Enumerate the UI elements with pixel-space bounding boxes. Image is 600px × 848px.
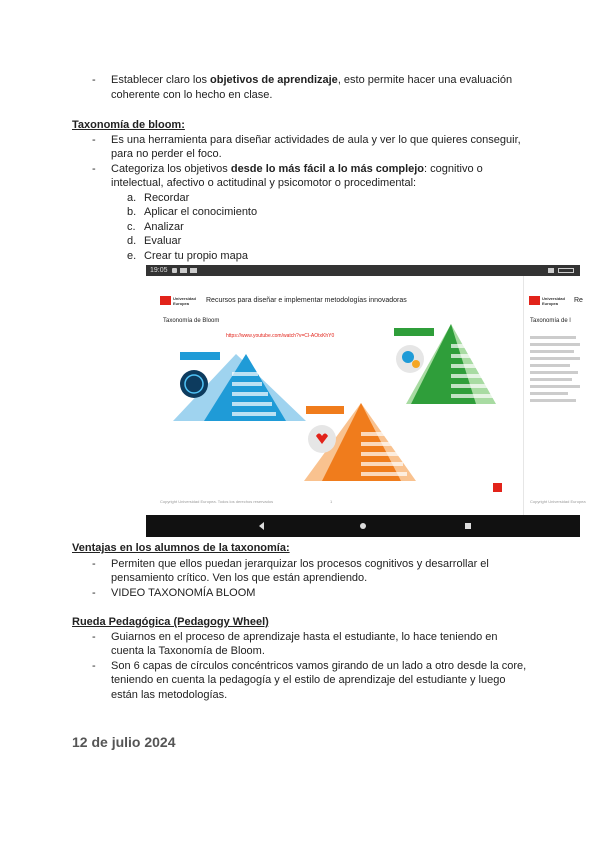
advantages-heading: Ventajas en los alumnos de la taxonomía:: [72, 542, 290, 554]
slide-footer: Copyright Universidad Europea. Todos los derechos reservados: [160, 499, 274, 504]
taxonomy-bullet2-l1: Categoriza los objetivos desde lo más fácil a lo más complejo: cognitivo o: [111, 163, 483, 175]
slide-title: Recursos para diseñar e implementar metodologías innovadoras: [206, 297, 407, 304]
wifi-icon: [548, 268, 554, 273]
status-bar: [146, 265, 580, 276]
advantages-bullet2: VIDEO TAXONOMÍA BLOOM: [111, 587, 256, 599]
slide-page-number: 1: [330, 499, 333, 504]
status-time: 19:05: [150, 267, 168, 274]
back-icon: [259, 522, 264, 530]
wheel-bullet2-l3: están las metodologías.: [111, 689, 228, 701]
bullet-dash: -: [92, 163, 96, 175]
intro-line-2: coherente con lo hecho en clase.: [111, 89, 273, 101]
notification-icon: [180, 268, 187, 273]
list-item: Aplicar el conocimiento: [144, 206, 258, 218]
taxonomy-bullet1-l2: para no perder el foco.: [111, 148, 222, 160]
wheel-bullet1-l1: Guiarnos en el proceso de aprendizaje hasta el estudiante, lo hace teniendo en: [111, 631, 498, 643]
recents-icon: [465, 523, 471, 529]
list-item: Analizar: [144, 221, 184, 233]
list-marker: b.: [127, 206, 137, 218]
wheel-bullet2-l1: Son 6 capas de círculos concéntricos vamos girando de un lado a otro desde la core,: [111, 660, 527, 672]
bullet-dash: -: [92, 134, 96, 146]
battery-icon: [558, 268, 574, 273]
list-marker: e.: [127, 250, 137, 262]
pyramid-green-label: [394, 328, 434, 336]
advantages-bullet1-l2: pensamiento crítico. Ven los que están aprendiendo.: [111, 572, 368, 584]
university-logo: [529, 296, 540, 305]
slide-next-body: [530, 336, 580, 406]
red-marker: [493, 483, 502, 492]
wheel-bullet1-l2: cuenta la Taxonomía de Bloom.: [111, 645, 265, 657]
bullet-dash: -: [92, 631, 96, 643]
wheel-heading: Rueda Pedagógica (Pedagogy Wheel): [72, 616, 269, 628]
date-heading: 12 de julio 2024: [72, 734, 176, 750]
home-icon: [360, 523, 366, 529]
intro-line-1: Establecer claro los objetivos de aprendizaje, esto permite hacer una evaluación: [111, 74, 513, 86]
bullet-dash: -: [92, 558, 96, 570]
bullet-dash: -: [92, 74, 96, 86]
list-item: Crear tu propio mapa: [144, 250, 248, 262]
slide-next: [523, 276, 586, 515]
slide-next-footer: Copyright Universidad Europea: [530, 499, 586, 504]
brain-icon: [180, 370, 208, 398]
pyramid-blue-label: [180, 352, 220, 360]
pyramid-orange-label: [306, 406, 344, 414]
notification-icon: [190, 268, 197, 273]
taxonomy-bullet1-l1: Es una herramienta para diseñar actividades de aula y ver lo que quieres conseguir,: [111, 134, 521, 146]
taxonomy-heading: Taxonomía de bloom:: [72, 119, 185, 131]
list-marker: d.: [127, 235, 137, 247]
android-nav-bar: [146, 515, 580, 537]
logo-text: Universidad Europea: [542, 296, 565, 306]
embedded-screenshot: [146, 265, 586, 537]
bloom-pyramids: [146, 276, 521, 515]
list-marker: a.: [127, 192, 137, 204]
wheel-bullet2-l2: teniendo en cuenta la pedagogía y el estilo de aprendizaje del estudiante y luego: [111, 674, 506, 686]
bullet-dash: -: [92, 660, 96, 672]
slide-link[interactable]: https://www.youtube.com/watch?v=CI-AOtxKhY0: [226, 333, 335, 339]
slide-next-subtitle: Taxonomía de l: [530, 318, 571, 324]
bullet-dash: -: [92, 587, 96, 599]
notification-icon: [172, 268, 177, 273]
list-marker: c.: [127, 221, 136, 233]
slide-main: [146, 276, 521, 515]
slide-subtitle: Taxonomía de Bloom: [163, 318, 220, 324]
list-item: Evaluar: [144, 235, 182, 247]
taxonomy-bullet2-l2: intelectual, afectivo o actitudinal y psicomotor o procedimental:: [111, 177, 417, 189]
advantages-bullet1-l1: Permiten que ellos puedan jerarquizar los procesos cognitivos y desarrollar el: [111, 558, 489, 570]
list-item: Recordar: [144, 192, 190, 204]
logo-text: Universidad Europea: [173, 296, 196, 306]
slide-next-title: Re: [574, 297, 583, 304]
